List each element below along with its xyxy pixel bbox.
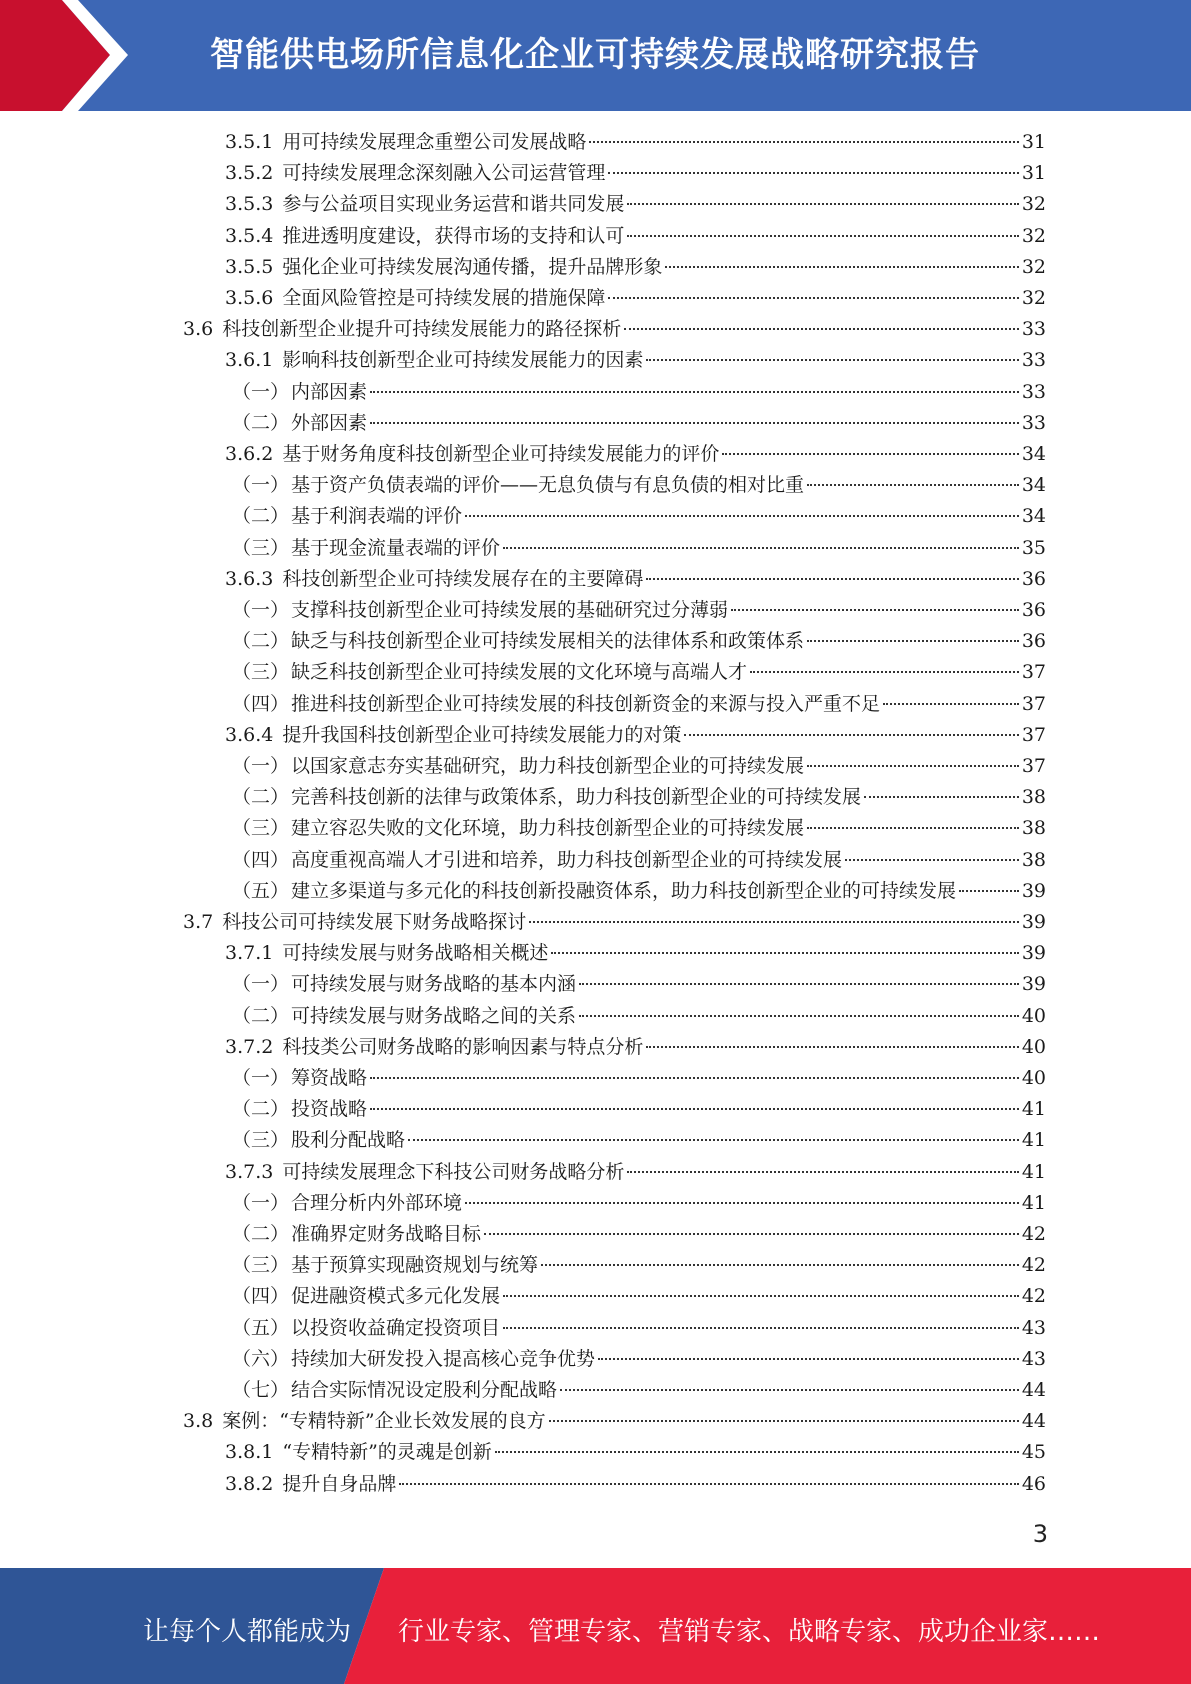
toc-dot-leader bbox=[624, 328, 1019, 330]
toc-entry-page: 34 bbox=[1021, 505, 1046, 527]
toc-dot-leader bbox=[541, 1264, 1019, 1266]
toc-entry[interactable] bbox=[232, 876, 1046, 907]
toc-entry[interactable] bbox=[232, 969, 1046, 1000]
toc-entry-title: 投资战略 bbox=[291, 1098, 368, 1120]
toc-entry-number: 3.6.2 bbox=[225, 443, 274, 465]
toc-entry-title: 科技类公司财务战略的影响因素与特点分析 bbox=[282, 1036, 644, 1058]
toc-entry[interactable] bbox=[225, 1437, 1046, 1468]
toc-entry-number: （一） bbox=[232, 755, 290, 777]
toc-entry-page: 40 bbox=[1021, 1005, 1046, 1027]
toc-entry-page: 44 bbox=[1021, 1379, 1046, 1401]
toc-entry-page: 33 bbox=[1021, 381, 1046, 403]
toc-entry-page: 33 bbox=[1021, 412, 1046, 434]
footer-slogan-right: 行业专家、管理专家、营销专家、战略专家、成功企业家…… bbox=[398, 1617, 1101, 1647]
toc-dot-leader bbox=[665, 266, 1018, 268]
toc-entry[interactable] bbox=[232, 845, 1046, 876]
toc-entry[interactable] bbox=[232, 1219, 1046, 1250]
toc-entry[interactable] bbox=[225, 439, 1046, 470]
toc-dot-leader bbox=[529, 921, 1019, 923]
toc-entry[interactable] bbox=[225, 189, 1046, 220]
toc-entry-number: 3.8.1 bbox=[225, 1441, 274, 1463]
toc-entry[interactable] bbox=[225, 1032, 1046, 1063]
toc-entry-page: 44 bbox=[1021, 1410, 1046, 1432]
toc-entry-number: （五） bbox=[232, 880, 290, 902]
toc-entry[interactable] bbox=[232, 657, 1046, 688]
toc-entry-page: 31 bbox=[1021, 162, 1046, 184]
toc-entry[interactable] bbox=[232, 689, 1046, 720]
toc-entry-page: 32 bbox=[1021, 287, 1046, 309]
toc-entry[interactable] bbox=[232, 1281, 1046, 1312]
toc-entry-page: 46 bbox=[1021, 1473, 1046, 1495]
toc-dot-leader bbox=[627, 235, 1018, 237]
toc-entry-page: 43 bbox=[1021, 1317, 1046, 1339]
toc-entry-number: 3.8.2 bbox=[225, 1473, 274, 1495]
footer-slogan-left: 让每个人都能成为 bbox=[143, 1617, 352, 1647]
toc-entry-number: 3.5.4 bbox=[225, 225, 274, 247]
page-number: 3 bbox=[1032, 1520, 1048, 1548]
toc-dot-leader bbox=[807, 827, 1019, 829]
toc-entry-title: 提升自身品牌 bbox=[282, 1473, 397, 1495]
toc-entry[interactable] bbox=[225, 938, 1046, 969]
toc-entry-page: 33 bbox=[1021, 318, 1046, 340]
toc-dot-leader bbox=[399, 1483, 1018, 1485]
toc-entry-number: 3.7.2 bbox=[225, 1036, 274, 1058]
toc-dot-leader bbox=[959, 890, 1019, 892]
toc-entry-number: （一） bbox=[232, 381, 290, 403]
toc-entry-title: 外部因素 bbox=[291, 412, 368, 434]
toc-dot-leader bbox=[579, 983, 1019, 985]
toc-entry-title: 推进透明度建设，获得市场的支持和认可 bbox=[282, 225, 625, 247]
toc-entry-title: 可持续发展与财务战略的基本内涵 bbox=[291, 973, 577, 995]
toc-entry-page: 38 bbox=[1021, 786, 1046, 808]
toc-dot-leader bbox=[370, 1108, 1019, 1110]
toc-entry-number: （三） bbox=[232, 661, 290, 683]
toc-entry[interactable] bbox=[225, 127, 1046, 158]
toc-entry-page: 41 bbox=[1021, 1161, 1046, 1183]
toc-entry-number: 3.6.4 bbox=[225, 724, 274, 746]
toc-entry[interactable] bbox=[232, 1375, 1046, 1406]
toc-entry-number: （七） bbox=[232, 1379, 290, 1401]
toc-entry-title: “专精特新”的灵魂是创新 bbox=[282, 1441, 492, 1463]
toc-dot-leader bbox=[807, 484, 1019, 486]
toc-entry[interactable] bbox=[232, 377, 1046, 408]
toc-entry-number: （三） bbox=[232, 537, 290, 559]
toc-entry-number: （一） bbox=[232, 474, 290, 496]
toc-entry-page: 32 bbox=[1021, 225, 1046, 247]
toc-entry[interactable] bbox=[225, 252, 1046, 283]
toc-entry[interactable] bbox=[183, 1406, 1046, 1437]
toc-dot-leader bbox=[646, 1046, 1018, 1048]
toc-entry-title: 案例：“专精特新”企业长效发展的良方 bbox=[222, 1410, 546, 1432]
toc-entry-page: 36 bbox=[1021, 630, 1046, 652]
toc-entry[interactable] bbox=[232, 1063, 1046, 1094]
toc-entry[interactable] bbox=[183, 907, 1046, 938]
toc-entry-title: 促进融资模式多元化发展 bbox=[291, 1285, 501, 1307]
toc-entry-page: 39 bbox=[1021, 973, 1046, 995]
toc-entry-page: 33 bbox=[1021, 349, 1046, 371]
toc-entry-title: 完善科技创新的法律与政策体系，助力科技创新型企业的可持续发展 bbox=[291, 786, 862, 808]
toc-entry-number: 3.5.6 bbox=[225, 287, 274, 309]
toc-dot-leader bbox=[589, 141, 1018, 143]
toc-entry[interactable] bbox=[225, 283, 1046, 314]
toc-entry-page: 32 bbox=[1021, 193, 1046, 215]
toc-entry-number: （五） bbox=[232, 1317, 290, 1339]
toc-entry-number: 3.7 bbox=[183, 911, 214, 933]
toc-entry-number: 3.8 bbox=[183, 1410, 214, 1432]
toc-entry-page: 45 bbox=[1021, 1441, 1046, 1463]
toc-dot-leader bbox=[608, 172, 1018, 174]
toc-entry[interactable] bbox=[225, 1157, 1046, 1188]
toc-entry-title: 影响科技创新型企业可持续发展能力的因素 bbox=[282, 349, 644, 371]
toc-entry-page: 37 bbox=[1021, 661, 1046, 683]
toc-entry-number: （一） bbox=[232, 599, 290, 621]
toc-entry-title: 可持续发展理念深刻融入公司运营管理 bbox=[282, 162, 606, 184]
toc-entry-number: （三） bbox=[232, 817, 290, 839]
toc-entry-number: （二） bbox=[232, 505, 290, 527]
toc-dot-leader bbox=[465, 515, 1019, 517]
toc-entry-page: 37 bbox=[1021, 693, 1046, 715]
toc-entry-title: 科技创新型企业可持续发展存在的主要障碍 bbox=[282, 568, 644, 590]
toc-entry[interactable] bbox=[225, 345, 1046, 376]
toc-entry-title: 用可持续发展理念重塑公司发展战略 bbox=[282, 131, 587, 153]
toc-dot-leader bbox=[646, 359, 1018, 361]
toc-entry-number: 3.5.3 bbox=[225, 193, 274, 215]
toc-entry-title: 可持续发展与财务战略之间的关系 bbox=[291, 1005, 577, 1027]
toc-entry[interactable] bbox=[232, 1001, 1046, 1032]
toc-entry[interactable] bbox=[225, 221, 1046, 252]
toc-entry-title: 筹资战略 bbox=[291, 1067, 368, 1089]
toc-dot-leader bbox=[883, 703, 1019, 705]
toc-entry-title: 推进科技创新型企业可持续发展的科技创新资金的来源与投入严重不足 bbox=[291, 693, 881, 715]
toc-entry-title: 股利分配战略 bbox=[291, 1129, 406, 1151]
toc-entry[interactable] bbox=[232, 595, 1046, 626]
toc-dot-leader bbox=[503, 1295, 1019, 1297]
toc-entry-number: （二） bbox=[232, 1005, 290, 1027]
toc-entry-number: （三） bbox=[232, 1254, 290, 1276]
toc-entry-number: 3.6.3 bbox=[225, 568, 274, 590]
toc-entry-page: 41 bbox=[1021, 1129, 1046, 1151]
toc-dot-leader bbox=[750, 671, 1019, 673]
toc-entry-title: 合理分析内外部环境 bbox=[291, 1192, 463, 1214]
toc-entry-number: 3.5.5 bbox=[225, 256, 274, 278]
toc-entry-number: （四） bbox=[232, 693, 290, 715]
toc-entry-page: 36 bbox=[1021, 599, 1046, 621]
toc-dot-leader bbox=[465, 1202, 1019, 1204]
toc-entry[interactable] bbox=[232, 1094, 1046, 1125]
toc-entry-page: 35 bbox=[1021, 537, 1046, 559]
toc-entry[interactable] bbox=[232, 1125, 1046, 1156]
toc-entry-title: 全面风险管控是可持续发展的措施保障 bbox=[282, 287, 606, 309]
toc-entry-page: 36 bbox=[1021, 568, 1046, 590]
toc-entry[interactable] bbox=[225, 564, 1046, 595]
toc-entry-number: （二） bbox=[232, 1223, 290, 1245]
toc-entry-title: 可持续发展与财务战略相关概述 bbox=[282, 942, 549, 964]
toc-entry-page: 31 bbox=[1021, 131, 1046, 153]
toc-dot-leader bbox=[684, 734, 1018, 736]
toc-dot-leader bbox=[646, 578, 1018, 580]
toc-entry-number: （二） bbox=[232, 412, 290, 434]
header-arrow-decoration bbox=[0, 0, 160, 111]
toc-entry-page: 39 bbox=[1021, 880, 1046, 902]
toc-entry-number: 3.7.3 bbox=[225, 1161, 274, 1183]
toc-entry-page: 37 bbox=[1021, 755, 1046, 777]
toc-dot-leader bbox=[551, 952, 1018, 954]
toc-entry-title: 科技创新型企业提升可持续发展能力的路径探析 bbox=[222, 318, 622, 340]
toc-dot-leader bbox=[484, 1233, 1019, 1235]
toc-dot-leader bbox=[608, 297, 1018, 299]
toc-dot-leader bbox=[807, 640, 1019, 642]
toc-dot-leader bbox=[503, 547, 1019, 549]
toc-entry-number: （六） bbox=[232, 1348, 290, 1370]
toc-dot-leader bbox=[627, 1171, 1018, 1173]
toc-dot-leader bbox=[370, 391, 1019, 393]
toc-entry-page: 34 bbox=[1021, 474, 1046, 496]
toc-entry[interactable] bbox=[232, 626, 1046, 657]
toc-entry-title: 缺乏科技创新型企业可持续发展的文化环境与高端人才 bbox=[291, 661, 748, 683]
toc-entry-page: 43 bbox=[1021, 1348, 1046, 1370]
toc-dot-leader bbox=[495, 1451, 1019, 1453]
toc-dot-leader bbox=[370, 1077, 1019, 1079]
toc-entry-page: 38 bbox=[1021, 817, 1046, 839]
toc-entry-title: 以投资收益确定投资项目 bbox=[291, 1317, 501, 1339]
toc-entry-number: （二） bbox=[232, 630, 290, 652]
page-header bbox=[0, 0, 1191, 111]
toc-entry-title: 提升我国科技创新型企业可持续发展能力的对策 bbox=[282, 724, 682, 746]
toc-entry-page: 42 bbox=[1021, 1285, 1046, 1307]
toc-entry-page: 32 bbox=[1021, 256, 1046, 278]
toc-entry[interactable] bbox=[232, 1250, 1046, 1281]
toc-entry[interactable] bbox=[232, 813, 1046, 844]
toc-entry-number: 3.7.1 bbox=[225, 942, 274, 964]
toc-dot-leader bbox=[864, 796, 1019, 798]
toc-entry-title: 基于利润表端的评价 bbox=[291, 505, 463, 527]
toc-entry-title: 基于现金流量表端的评价 bbox=[291, 537, 501, 559]
toc-entry-title: 强化企业可持续发展沟通传播，提升品牌形象 bbox=[282, 256, 663, 278]
toc-entry[interactable] bbox=[232, 782, 1046, 813]
toc-entry-number: （四） bbox=[232, 1285, 290, 1307]
toc-entry-page: 41 bbox=[1021, 1098, 1046, 1120]
toc-entry-page: 40 bbox=[1021, 1067, 1046, 1089]
toc-entry-page: 39 bbox=[1021, 911, 1046, 933]
toc-entry-title: 基于财务角度科技创新型企业可持续发展能力的评价 bbox=[282, 443, 720, 465]
toc-entry[interactable] bbox=[232, 501, 1046, 532]
toc-entry[interactable] bbox=[225, 720, 1046, 751]
toc-entry-page: 39 bbox=[1021, 942, 1046, 964]
toc-entry-title: 参与公益项目实现业务运营和谐共同发展 bbox=[282, 193, 625, 215]
toc-entry[interactable] bbox=[232, 408, 1046, 439]
toc-dot-leader bbox=[579, 1015, 1019, 1017]
toc-entry-title: 缺乏与科技创新型企业可持续发展相关的法律体系和政策体系 bbox=[291, 630, 805, 652]
page-footer bbox=[0, 1568, 1191, 1684]
toc-entry-page: 38 bbox=[1021, 849, 1046, 871]
toc-entry-number: 3.6.1 bbox=[225, 349, 274, 371]
toc-entry-number: （一） bbox=[232, 1067, 290, 1089]
toc-entry-number: （二） bbox=[232, 1098, 290, 1120]
toc-entry[interactable] bbox=[232, 1344, 1046, 1375]
toc-entry[interactable] bbox=[232, 1313, 1046, 1344]
toc-dot-leader bbox=[560, 1389, 1019, 1391]
toc-dot-leader bbox=[627, 203, 1018, 205]
toc-entry-title: 结合实际情况设定股利分配战略 bbox=[291, 1379, 558, 1401]
toc-entry-title: 高度重视高端人才引进和培养，助力科技创新型企业的可持续发展 bbox=[291, 849, 843, 871]
toc-dot-leader bbox=[598, 1358, 1019, 1360]
toc-dot-leader bbox=[549, 1420, 1019, 1422]
toc-dot-leader bbox=[370, 422, 1019, 424]
toc-entry-number: （四） bbox=[232, 849, 290, 871]
toc-entry[interactable] bbox=[232, 533, 1046, 564]
toc-dot-leader bbox=[722, 453, 1018, 455]
toc-entry-title: 建立多渠道与多元化的科技创新投融资体系，助力科技创新型企业的可持续发展 bbox=[291, 880, 957, 902]
toc-entry-title: 建立容忍失败的文化环境，助力科技创新型企业的可持续发展 bbox=[291, 817, 805, 839]
toc-dot-leader bbox=[807, 765, 1019, 767]
toc-entry-page: 42 bbox=[1021, 1223, 1046, 1245]
toc-entry-number: 3.6 bbox=[183, 318, 214, 340]
toc-entry-number: （一） bbox=[232, 973, 290, 995]
toc-entry-title: 可持续发展理念下科技公司财务战略分析 bbox=[282, 1161, 625, 1183]
toc-entry-title: 准确界定财务战略目标 bbox=[291, 1223, 482, 1245]
toc-dot-leader bbox=[503, 1327, 1019, 1329]
toc-entry-page: 34 bbox=[1021, 443, 1046, 465]
toc-dot-leader bbox=[731, 609, 1019, 611]
toc-entry-title: 基于预算实现融资规划与统筹 bbox=[291, 1254, 539, 1276]
toc-entry-number: （二） bbox=[232, 786, 290, 808]
toc-entry[interactable] bbox=[232, 1188, 1046, 1219]
toc-entry-page: 41 bbox=[1021, 1192, 1046, 1214]
toc-entry-title: 科技公司可持续发展下财务战略探讨 bbox=[222, 911, 527, 933]
report-title: 智能供电场所信息化企业可持续发展战略研究报告 bbox=[210, 35, 980, 75]
toc-entry[interactable] bbox=[183, 314, 1046, 345]
toc-entry[interactable] bbox=[225, 1469, 1046, 1500]
toc-entry-title: 内部因素 bbox=[291, 381, 368, 403]
toc-entry-title: 支撑科技创新型企业可持续发展的基础研究过分薄弱 bbox=[291, 599, 729, 621]
toc-dot-leader bbox=[845, 859, 1019, 861]
toc-entry-number: 3.5.2 bbox=[225, 162, 274, 184]
toc-entry-page: 40 bbox=[1021, 1036, 1046, 1058]
toc-entry-number: 3.5.1 bbox=[225, 131, 274, 153]
toc-entry-title: 持续加大研发投入提高核心竞争优势 bbox=[291, 1348, 596, 1370]
toc-entry-title: 以国家意志夯实基础研究，助力科技创新型企业的可持续发展 bbox=[291, 755, 805, 777]
toc-entry-page: 37 bbox=[1021, 724, 1046, 746]
toc-dot-leader bbox=[408, 1139, 1019, 1141]
toc-entry-page: 42 bbox=[1021, 1254, 1046, 1276]
toc-entry[interactable] bbox=[232, 470, 1046, 501]
toc-entry[interactable] bbox=[225, 158, 1046, 189]
toc-entry-number: （三） bbox=[232, 1129, 290, 1151]
toc-entry-title: 基于资产负债表端的评价——无息负债与有息负债的相对比重 bbox=[291, 474, 805, 496]
toc-entry-number: （一） bbox=[232, 1192, 290, 1214]
toc-entry[interactable] bbox=[232, 751, 1046, 782]
